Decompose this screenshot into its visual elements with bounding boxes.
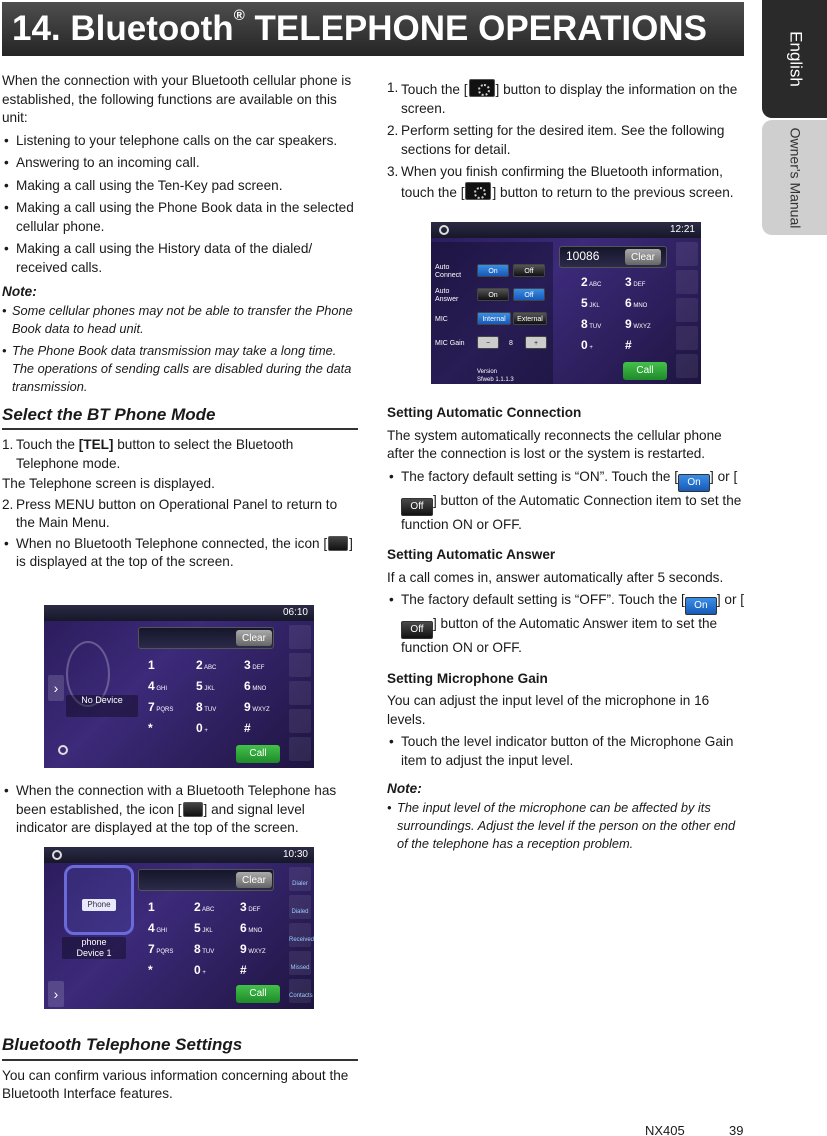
auto-answer-label: Auto Answer bbox=[435, 288, 459, 303]
keypad-key[interactable]: 3 DEF bbox=[244, 658, 265, 672]
status-bar bbox=[44, 847, 314, 863]
page-title: 14. Bluetooth® TELEPHONE OPERATIONS bbox=[2, 2, 744, 56]
list-item: 2. Press MENU button on Operational Panel to return to the Main Menu. bbox=[2, 496, 338, 530]
note-list bbox=[387, 799, 745, 853]
phone-label: Phone bbox=[82, 899, 116, 911]
keypad-key[interactable]: 9 WXYZ bbox=[240, 942, 266, 956]
screenshot-settings bbox=[431, 222, 701, 384]
settings-section bbox=[2, 1036, 358, 1104]
note-list bbox=[2, 302, 358, 396]
keypad-key[interactable]: 0 + bbox=[196, 721, 208, 735]
off-button-icon: Off bbox=[401, 498, 433, 516]
side-icon[interactable] bbox=[676, 354, 698, 378]
keypad-key[interactable]: 2 ABC bbox=[196, 658, 217, 672]
step-list bbox=[387, 79, 745, 202]
settings-icon bbox=[465, 182, 491, 200]
section-subtitle: Setting Automatic Connection bbox=[387, 405, 582, 420]
body-text: If a call comes in, answer automatically after 5 seconds. bbox=[387, 569, 724, 585]
settings-panel bbox=[431, 242, 553, 384]
status-bar bbox=[431, 222, 701, 238]
keypad-key[interactable]: 2 ABC bbox=[194, 900, 215, 914]
received-icon[interactable]: Received bbox=[289, 923, 311, 947]
keypad-key[interactable]: 7 PQRS bbox=[148, 700, 174, 714]
clear-button[interactable]: Clear bbox=[236, 630, 272, 646]
section-title: Select the BT Phone Mode bbox=[2, 406, 358, 431]
device-box: phone Device 1 bbox=[62, 937, 126, 959]
keypad-key[interactable]: 6 MNO bbox=[240, 921, 263, 935]
keypad-key[interactable]: 9 WXYZ bbox=[244, 700, 270, 714]
function-list bbox=[2, 132, 358, 278]
clear-button[interactable]: Clear bbox=[625, 249, 661, 265]
list-item: 2. Perform setting for the desired item. See the following sections for detail. bbox=[387, 123, 725, 157]
gear-icon[interactable] bbox=[52, 850, 62, 860]
side-icon[interactable] bbox=[289, 681, 311, 705]
keypad-key[interactable]: # bbox=[625, 338, 632, 352]
screenshot-no-device bbox=[44, 605, 314, 768]
list-item: • Listening to your telephone calls on the car speakers. bbox=[2, 132, 358, 151]
page-number: 39 bbox=[729, 1123, 744, 1136]
list-item: • Some cellular phones may not be able to transfer the Phone Book data to head unit. bbox=[2, 302, 358, 338]
keypad-key[interactable]: # bbox=[240, 963, 247, 977]
auto-connect-label: Auto Connect bbox=[435, 264, 462, 279]
keypad-key[interactable]: 1 bbox=[148, 658, 155, 672]
clock: 12:21 bbox=[669, 224, 695, 235]
list-item: • Making a call using the Phone Book data in the selected cellular phone. bbox=[2, 199, 358, 236]
auto-connect-on-button[interactable]: On bbox=[477, 264, 509, 277]
body-text: The system automatically reconnects the cellular phone after the connection is lost or the system is restarted. bbox=[387, 427, 722, 461]
keypad-key[interactable]: 3 DEF bbox=[240, 900, 261, 914]
gain-plus-button[interactable]: + bbox=[525, 336, 547, 349]
version-info: Version Sfweb 1.1.1.3 bbox=[477, 369, 514, 383]
side-icon[interactable] bbox=[676, 326, 698, 350]
list-item: • Making a call using the Ten-Key pad screen. bbox=[2, 177, 358, 196]
gear-icon[interactable] bbox=[58, 745, 68, 755]
side-icon[interactable] bbox=[289, 737, 311, 761]
clock: 10:30 bbox=[282, 849, 308, 860]
status-bar bbox=[44, 605, 314, 621]
keypad-key[interactable]: 1 bbox=[148, 900, 155, 914]
list-item: • When no Bluetooth Telephone connected, the icon [ ] is displayed at the top of the screen. bbox=[2, 535, 358, 572]
side-icon[interactable] bbox=[289, 653, 311, 677]
settings-intro: You can confirm various information concerning about the Bluetooth Interface features. bbox=[2, 1067, 349, 1101]
list-item: 3. When you finish confirming the Bluetooth information, touch the [ ] button to return to the previous screen. bbox=[387, 164, 734, 200]
keypad-key[interactable]: 7 PQRS bbox=[148, 942, 174, 956]
bullet-list bbox=[2, 782, 358, 838]
list-item: 1. Touch the [TEL] button to select the Bluetooth Telephone mode. bbox=[2, 437, 294, 471]
missed-icon[interactable]: Missed bbox=[289, 951, 311, 975]
section-title: Bluetooth Telephone Settings bbox=[2, 1036, 358, 1061]
keypad-key[interactable]: 9 WXYZ bbox=[625, 317, 651, 331]
screenshot-connected bbox=[44, 847, 314, 1009]
body-text: You can adjust the input level of the microphone in 16 levels. bbox=[387, 693, 710, 727]
arrow-right-icon[interactable]: › bbox=[48, 675, 64, 701]
list-item: • Making a call using the History data of the dialed/ received calls. bbox=[2, 240, 358, 277]
keypad-key[interactable]: 0 + bbox=[581, 338, 593, 352]
left-column bbox=[2, 72, 358, 572]
gear-icon[interactable] bbox=[439, 225, 449, 235]
keypad-key[interactable]: 4 GHI bbox=[148, 921, 168, 935]
call-button[interactable]: Call bbox=[623, 362, 667, 380]
auto-answer-on-button[interactable]: On bbox=[477, 288, 509, 301]
mic-label: MIC bbox=[435, 316, 448, 323]
bluetooth-icon bbox=[328, 536, 348, 551]
side-icon[interactable] bbox=[676, 270, 698, 294]
mic-gain-label: MIC Gain bbox=[435, 340, 465, 347]
auto-answer-off-button[interactable]: Off bbox=[513, 288, 545, 301]
bullet-list bbox=[387, 591, 745, 658]
call-button[interactable]: Call bbox=[236, 745, 280, 763]
on-button-icon: On bbox=[678, 474, 710, 492]
list-item: • Answering to an incoming call. bbox=[2, 154, 358, 173]
list-item: • The factory default setting is “OFF”. Touch the [ On ] or [Off ] button of the Automatic Answer item to set the function ON or OFF. bbox=[387, 591, 745, 658]
keypad-key[interactable]: 6 MNO bbox=[244, 679, 267, 693]
bullet-list bbox=[2, 535, 358, 572]
mic-internal-button[interactable]: Internal bbox=[477, 312, 511, 325]
dialed-icon[interactable]: Dialed bbox=[289, 895, 311, 919]
model-number: NX405 bbox=[645, 1123, 685, 1136]
side-icon[interactable] bbox=[676, 242, 698, 266]
section-subtitle: Setting Automatic Answer bbox=[387, 547, 556, 562]
contacts-icon[interactable]: Contacts bbox=[289, 979, 311, 1003]
list-item: • The Phone Book data transmission may take a long time. The operations of sending calls are disabled during the data transmission. bbox=[2, 342, 358, 396]
arrow-right-icon[interactable]: › bbox=[48, 981, 64, 1007]
bullet-list bbox=[387, 733, 745, 770]
call-button[interactable]: Call bbox=[236, 985, 280, 1003]
list-item: • Touch the level indicator button of the Microphone Gain item to adjust the input level. bbox=[387, 733, 745, 770]
keypad-key[interactable]: # bbox=[244, 721, 251, 735]
keypad-key[interactable]: 5 JKL bbox=[581, 296, 600, 310]
bullet-list bbox=[387, 468, 745, 535]
device-box: No Device bbox=[66, 695, 138, 717]
side-icon[interactable] bbox=[676, 298, 698, 322]
keypad-key[interactable]: 8 TUV bbox=[196, 700, 217, 714]
note-heading: Note: bbox=[2, 284, 37, 299]
list-item: 1. Touch the [ ] button to display the information on the screen. bbox=[387, 80, 738, 116]
settings-details bbox=[387, 404, 745, 853]
screen-displayed-text: The Telephone screen is displayed. bbox=[2, 476, 215, 491]
note-heading: Note: bbox=[387, 781, 422, 796]
list-item: • The input level of the microphone can be affected by its surroundings. Adjust the level if the person on the other end of the telephone has a reception problem. bbox=[387, 799, 745, 853]
bluetooth-icon bbox=[183, 802, 203, 817]
list-item: • The factory default setting is “ON”. Touch the [ On ] or [Off ] button of the Automatic Connection item to set the function ON or OFF. bbox=[387, 468, 745, 535]
right-column bbox=[387, 79, 745, 202]
keypad-key[interactable]: * bbox=[148, 721, 153, 735]
clock: 06:10 bbox=[282, 607, 308, 618]
intro-text: When the connection with your Bluetooth cellular phone is established, the following functions are available on this unit: bbox=[2, 73, 352, 125]
auto-connect-off-button[interactable]: Off bbox=[513, 264, 545, 277]
keypad-key[interactable]: 0 + bbox=[194, 963, 206, 977]
mic-external-button[interactable]: External bbox=[513, 312, 547, 325]
list-item: • When the connection with a Bluetooth Telephone has been established, the icon [ ] and signal level indicator are displayed at the top of the screen. bbox=[2, 782, 358, 838]
keypad-key[interactable]: 3 DEF bbox=[625, 275, 646, 289]
manual-tab: Owner's Manual bbox=[762, 120, 827, 235]
keypad-key[interactable]: * bbox=[148, 963, 153, 977]
on-button-icon: On bbox=[685, 597, 717, 615]
step-list bbox=[2, 436, 358, 473]
off-button-icon: Off bbox=[401, 621, 433, 639]
side-icon[interactable] bbox=[289, 709, 311, 733]
keypad-key[interactable]: 4 GHI bbox=[148, 679, 168, 693]
gain-value: 8 bbox=[509, 340, 513, 347]
side-icon[interactable] bbox=[289, 625, 311, 649]
dialer-icon[interactable]: Dialer bbox=[289, 867, 311, 891]
number-display: 10086 bbox=[559, 246, 667, 268]
keypad-key[interactable]: 5 JKL bbox=[196, 679, 215, 693]
keypad-key[interactable]: 5 JKL bbox=[194, 921, 213, 935]
gain-minus-button[interactable]: − bbox=[477, 336, 499, 349]
keypad-key[interactable]: 8 TUV bbox=[194, 942, 215, 956]
clear-button[interactable]: Clear bbox=[236, 872, 272, 888]
keypad-key[interactable]: 6 MNO bbox=[625, 296, 648, 310]
section-subtitle: Setting Microphone Gain bbox=[387, 670, 548, 686]
keypad-key[interactable]: 2 ABC bbox=[581, 275, 602, 289]
language-tab: English bbox=[762, 0, 827, 118]
settings-icon bbox=[469, 79, 495, 97]
step-list bbox=[2, 496, 358, 533]
keypad-key[interactable]: 8 TUV bbox=[581, 317, 602, 331]
